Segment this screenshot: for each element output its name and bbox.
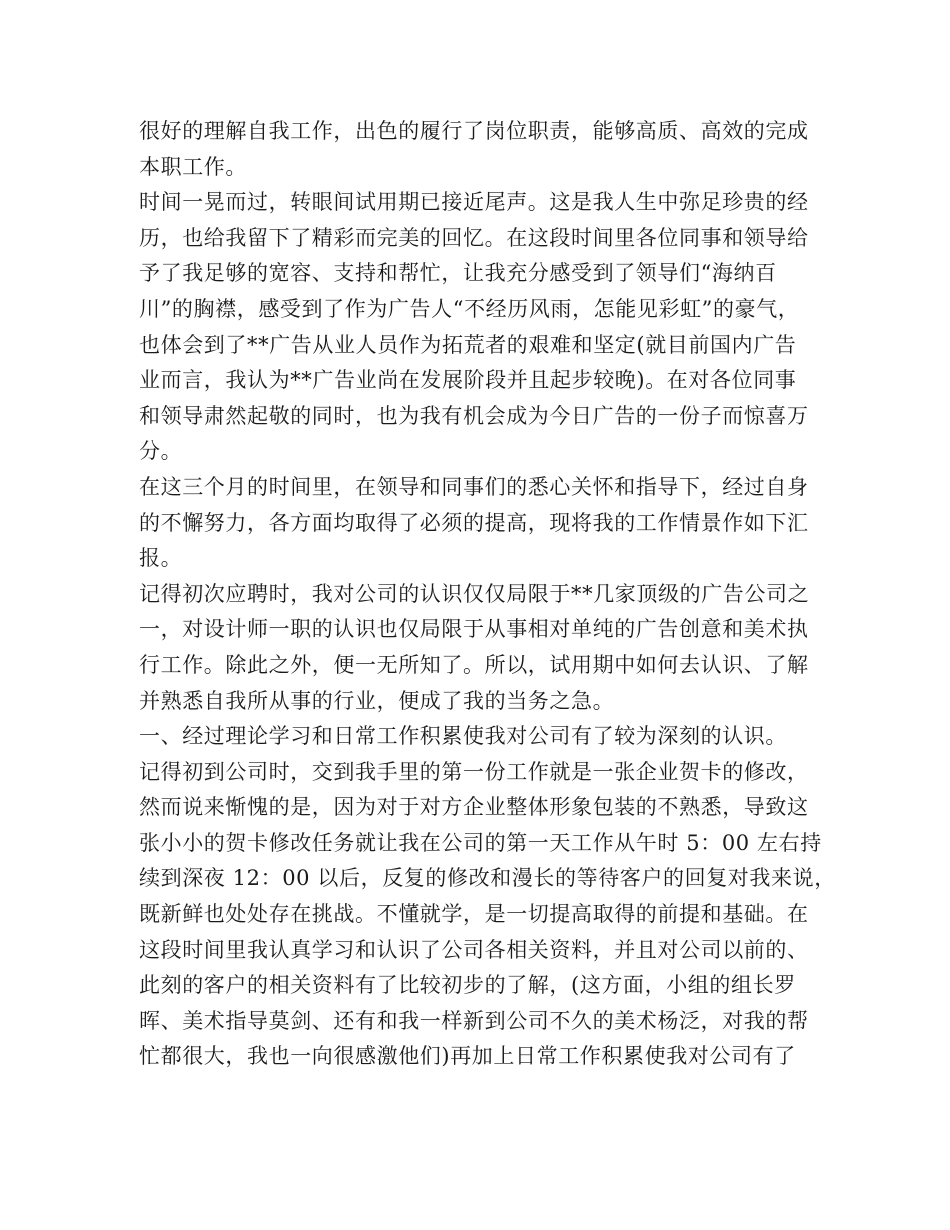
- text-line: 续到深夜 12：00 以后，反复的修改和漫长的等待客户的回复对我来说，: [139, 866, 836, 891]
- text-line: 也体会到了**广告从业人员作为拓荒者的艰难和坚定(就目前国内广告: [139, 332, 797, 357]
- text-line: 记得初到公司时，交到我手里的第一份工作就是一张企业贺卡的修改，: [139, 759, 809, 784]
- text-line: 这段时间里我认真学习和认识了公司各相关资料，并且对公司以前的、: [139, 937, 809, 962]
- text-line: 历，也给我留下了精彩而完美的回忆。在这段时间里各位同事和领导给: [139, 225, 809, 250]
- text-line: 的不懈努力，各方面均取得了必须的提高，现将我的工作情景作如下汇: [139, 510, 809, 535]
- section-heading: 一、经过理论学习和日常工作积累使我对公司有了较为深刻的认识。: [139, 724, 787, 749]
- text-line: 时间一晃而过，转眼间试用期已接近尾声。这是我人生中弥足珍贵的经: [139, 190, 809, 215]
- text-line: 一，对设计师一职的认识也仅局限于从事相对单纯的广告创意和美术执: [139, 617, 809, 642]
- body-text: [139, 114, 839, 1075]
- text-line: 在这三个月的时间里，在领导和同事们的悉心关怀和指导下，经过自身: [139, 474, 809, 499]
- text-line: 很好的理解自我工作，出色的履行了岗位职责，能够高质、高效的完成: [139, 119, 809, 143]
- text-line: 业而言，我认为**广告业尚在发展阶段并且起步较晚)。在对各位同事: [139, 368, 797, 393]
- text-line: 报。: [139, 546, 183, 571]
- text-line: 记得初次应聘时，我对公司的认识仅仅局限于**几家顶级的广告公司之: [139, 581, 810, 606]
- text-line: 张小小的贺卡修改任务就让我在公司的第一天工作从午时 5：00 左右持: [139, 830, 822, 855]
- text-line: 晖、美术指导莫剑、还有和我一样新到公司不久的美术杨泛，对我的帮: [139, 1008, 809, 1033]
- text-line: 分。: [139, 439, 183, 464]
- text-line: 此刻的客户的相关资料有了比较初步的了解，(这方面，小组的组长罗: [139, 973, 796, 998]
- text-line: 既新鲜也处处存在挑战。不懂就学，是一切提高取得的前提和基础。在: [139, 902, 809, 927]
- text-line: 予了我足够的宽容、支持和帮忙，让我充分感受到了领导们“海纳百: [139, 261, 777, 286]
- text-line: 川”的胸襟，感受到了作为广告人“不经历风雨，怎能见彩虹”的豪气，: [139, 296, 800, 321]
- text-line: 忙都很大，我也一向很感激他们)再加上日常工作积累使我对公司有了: [139, 1044, 796, 1069]
- text-line: 然而说来惭愧的是，因为对于对方企业整体形象包装的不熟悉，导致这: [139, 795, 809, 820]
- text-line: 行工作。除此之外，便一无所知了。所以，试用期中如何去认识、了解: [139, 652, 809, 677]
- text-line: 和领导肃然起敬的同时，也为我有机会成为今日广告的一份子而惊喜万: [139, 403, 809, 428]
- text-line: 并熟悉自我所从事的行业，便成了我的当务之急。: [139, 688, 615, 713]
- text-line: 本职工作。: [139, 154, 247, 179]
